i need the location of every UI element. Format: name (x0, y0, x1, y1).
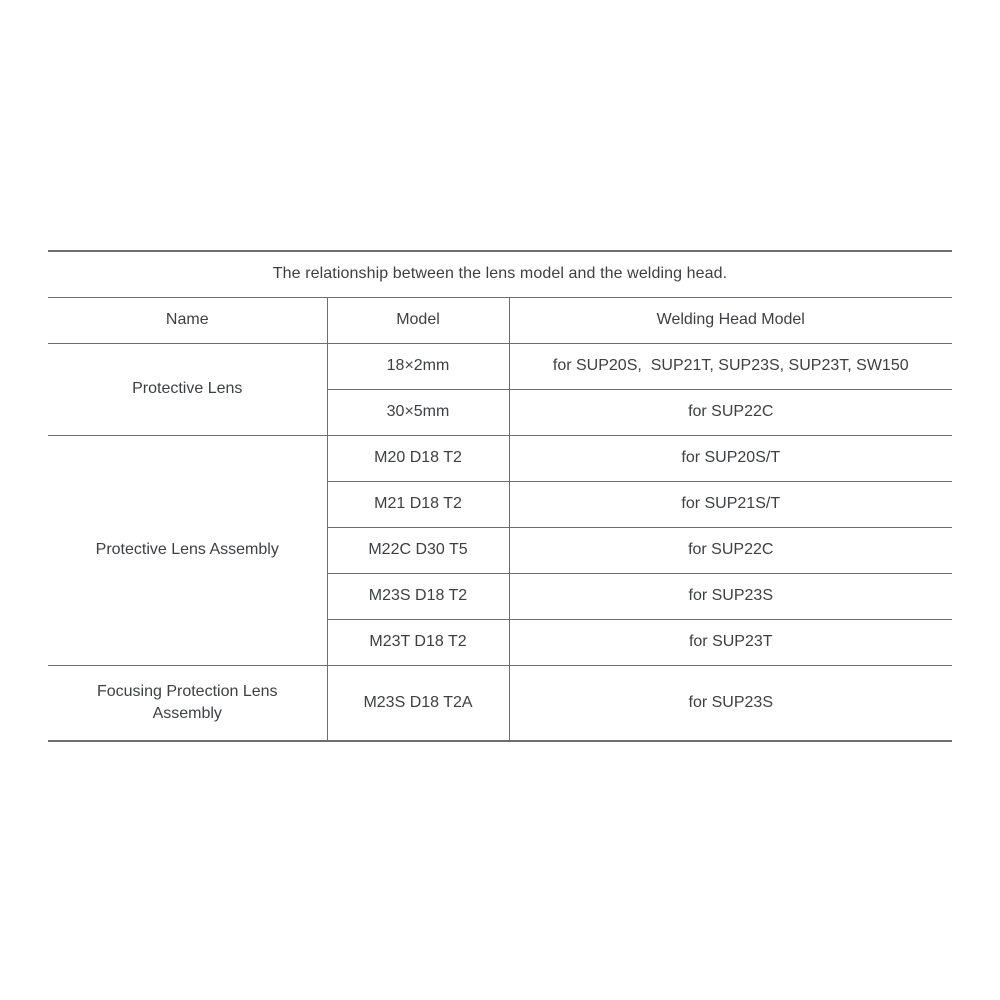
welding-head-cell: for SUP23S (509, 665, 952, 741)
welding-head-cell: for SUP20S, SUP21T, SUP23S, SUP23T, SW150 (509, 343, 952, 389)
model-cell: 18×2mm (327, 343, 509, 389)
table-header-row (48, 297, 952, 343)
group-name-focusing-protection-lens-assembly: Focusing Protection Lens Assembly (96, 683, 278, 722)
model-cell: M23S D18 T2 (327, 573, 509, 619)
column-header-model: Model (327, 297, 509, 343)
table-title: The relationship between the lens model and the welding head. (48, 251, 952, 297)
welding-head-cell: for SUP20S/T (509, 435, 952, 481)
model-cell: M23S D18 T2A (327, 665, 509, 741)
welding-head-cell: for SUP22C (509, 527, 952, 573)
model-cell: M23T D18 T2 (327, 619, 509, 665)
lens-spec-table (48, 250, 952, 742)
table-title-row (48, 251, 952, 297)
welding-head-cell: for SUP23T (509, 619, 952, 665)
table-row (48, 435, 952, 481)
group-name-protective-lens-assembly: Protective Lens Assembly (48, 435, 327, 665)
column-header-name: Name (48, 297, 327, 343)
model-cell: M21 D18 T2 (327, 481, 509, 527)
table-row (48, 343, 952, 389)
model-cell: M20 D18 T2 (327, 435, 509, 481)
model-cell: M22C D30 T5 (327, 527, 509, 573)
column-header-welding-head-model: Welding Head Model (509, 297, 952, 343)
welding-head-cell: for SUP23S (509, 573, 952, 619)
welding-head-cell: for SUP21S/T (509, 481, 952, 527)
welding-head-cell: for SUP22C (509, 389, 952, 435)
group-name-protective-lens: Protective Lens (48, 343, 327, 435)
model-cell: 30×5mm (327, 389, 509, 435)
lens-spec-table-container (48, 250, 952, 742)
table-row (48, 665, 952, 741)
